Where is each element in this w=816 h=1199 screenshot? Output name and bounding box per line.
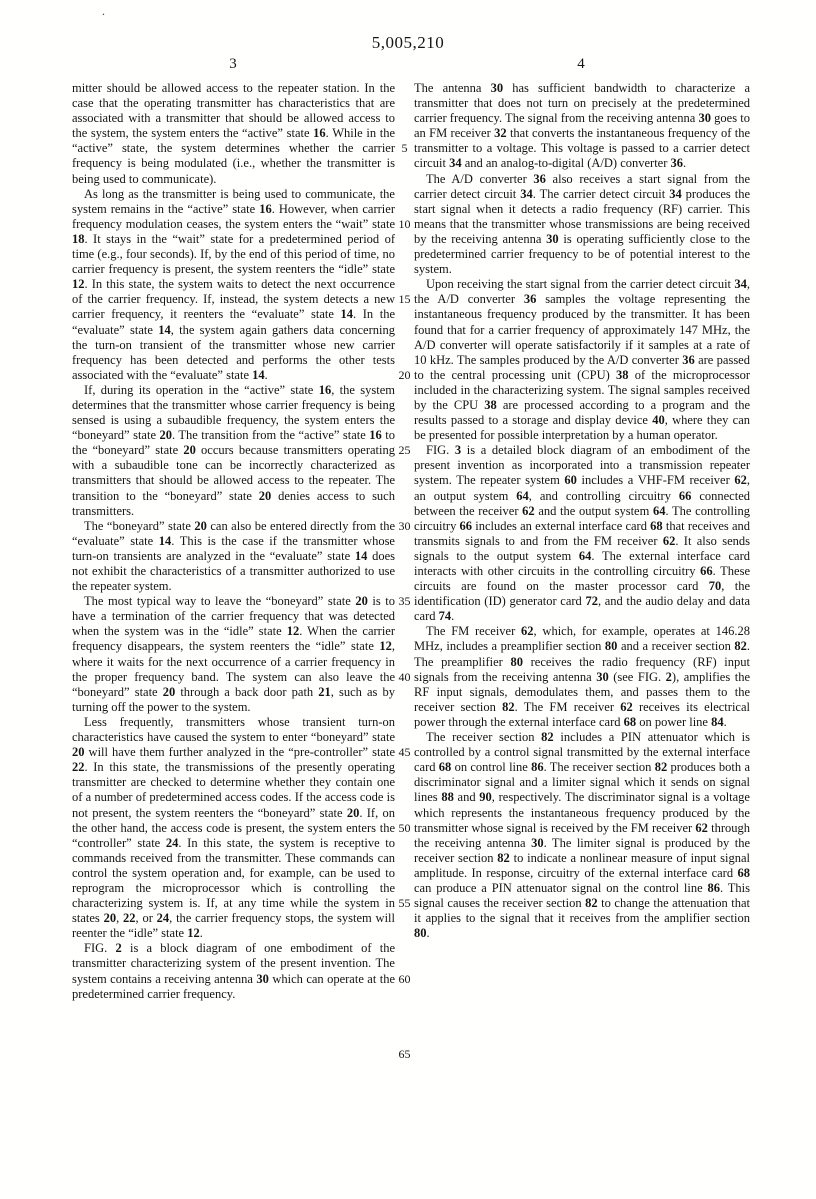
paragraph: The A/D converter 36 also receives a start signal from the carrier detect circuit 34. The carrier detect circuit 34 produces the start signal when it detects a radio frequency (RF) carrier. This means that the transmitter whose transmissions are being received by the receiving antenna 30 is operating sufficiently close to the predetermined carrier frequency to be of potential interest to the system. (414, 171, 750, 277)
paragraph: The antenna 30 has sufficient bandwidth to characterize a transmitter that does not turn on precisely at the predetermined carrier frequency. The signal from the receiving antenna 30 goes to an FM receiver 32 that converts the instantaneous frequency of the transmitter to a voltage. This voltage is passed to a carrier detect circuit 34 and an analog-to-digital (A/D) converter 36. (414, 81, 750, 171)
paragraph: If, during its operation in the “active” state 16, the system determines that the transmitter whose carrier frequency is being sensed is using a subaudible frequency, the system enters the “boneyard” state 20. The transition from the “active” state 16 to the “boneyard” state 20 occurs because transmitters operating with a subaudible tone can be incorrectly characterized as transmitters that should be allowed access to the repeater. The transition to the “boneyard” state 20 denies access to such transmitters. (72, 382, 395, 518)
paragraph: FIG. 3 is a detailed block diagram of an embodiment of the present invention as incorporated into a transmission repeater system. The repeater system 60 includes a VHF-FM receiver 62, an output system 64, and controlling circuitry 66 connected between the receiver 62 and the output system 64. The controlling circuitry 66 includes an external interface card 68 that receives and transmits signals to and from the FM receiver 62. It also sends signals to the output system 64. The external interface card interacts with other circuits in the controlling circuitry 66. These circuits are found on the master processor card 70, the identification (ID) generator card 72, and the audio delay and data card 74. (414, 443, 751, 624)
column-number-right: 4 (577, 56, 585, 72)
paragraph: mitter should be allowed access to the repeater station. In the case that the operating transmitter has characteristics that are associated with a transmitter that should be allowed access to the system, the system enters the “active” state 16. While in the “active” state, the system determines whether the carrier frequency is being modulated (i.e., whether the transmitter is being used to communicate). (72, 81, 395, 186)
text-column-left (72, 81, 395, 1002)
column-number-left: 3 (229, 56, 237, 72)
paragraph: The “boneyard” state 20 can also be entered directly from the “evaluate” state 14. This is the case if the transmitter whose turn-on transients are analyzed in the “evaluate” state 14 does not exhibit the characteristics of a transmitter authorized to use the repeater system. (72, 518, 396, 594)
paragraph: The most typical way to leave the “boneyard” state 20 is to have a termination of the carrier frequency that was detected when the system was in the “idle” state 12. When the carrier frequency disappears, the system reenters the “idle” state 12, where it waits for the next occurrence of a carrier frequency in the proper frequency band. The system can also leave the “boneyard” state 20 through a back door path 21, such as by turning off the power to the system. (72, 594, 396, 714)
text-column-right (414, 81, 750, 941)
paragraph: Upon receiving the start signal from the carrier detect circuit 34, the A/D converter 36 samples the voltage representing the instantaneous frequency produced by the transmitter. It has been found that for a carrier frequency of approximately 147 MHz, the A/D converter will operate satisfactorily if it samples at a rate of 10 kHz. The samples produced by the A/D converter 36 are passed to the central processing unit (CPU) 38 of the microprocessor included in the characterizing system. The signal samples received by the CPU 38 are processed according to a program and the results passed to a storage and display device 40, where they can be presented for possible interpretation by a human operator. (414, 277, 750, 443)
paragraph: As long as the transmitter is being used to communicate, the system remains in the “active” state 16. However, when carrier frequency modulation ceases, the system enters the “wait” state 18. It stays in the “wait” state for a predetermined period of time (e.g., four seconds). If, by the end of this period of time, no carrier frequency is present, the system reenters the “idle” state 12. In this state, the system waits to detect the next occurrence of the carrier frequency. If, instead, the system detects a new carrier frequency, it reenters the “evaluate” state 14. In the “evaluate” state 14, the system again gathers data concerning the turn-on transient of the transmitter whose new carrier frequency has been detected and performs the other tests associated with the “evaluate” state 14. (72, 186, 395, 382)
patent-number: 5,005,210 (371, 33, 445, 52)
line-number: 10 (398, 216, 411, 231)
line-number: 35 (398, 594, 411, 609)
paragraph: Less frequently, transmitters whose transient turn-on characteristics have caused the system to enter “boneyard” state 20 will have them further analyzed in the “pre-controller” state 22. In this state, the transmissions of the presently operating transmitter are checked to determine whether they contain one of a number of predetermined access codes. If the access code is not present, the system reenters the “boneyard” state 20. If, on the other hand, the access code is present, the system enters the “controller” state 24. In this state, the system is receptive to commands received from the transmitter. These commands can control the system operation and, for example, can be used to reprogram the microprocessor which is controlling the characterizing system is. If, at any time while the system in states 20, 22, or 24, the carrier frequency stops, the system will reenter the “idle” state 12. (72, 714, 396, 941)
line-number: 60 (398, 971, 411, 986)
page-body (72, 81, 750, 1121)
line-number: 5 (401, 141, 408, 156)
line-number: 45 (398, 745, 411, 760)
line-number: 15 (398, 292, 411, 307)
line-number: 55 (398, 896, 411, 911)
line-number: 20 (398, 367, 411, 382)
line-number: 40 (398, 669, 411, 684)
line-number: 30 (398, 518, 411, 533)
paragraph: The FM receiver 62, which, for example, operates at 146.28 MHz, includes a preamplifier section 80 and a receiver section 82. The preamplifier 80 receives the radio frequency (RF) input signals from the receiving antenna 30 (see FIG. 2), amplifies the RF input signals, demodulates them, and passes them to the receiver section 82. The FM receiver 62 receives its electrical power through the external interface card 68 on power line 84. (414, 624, 751, 729)
scan-artifact-dot: . (102, 4, 105, 18)
line-number-gutter (395, 81, 414, 1121)
line-number: 65 (398, 1047, 411, 1062)
paragraph: FIG. 2 is a block diagram of one embodiment of the transmitter characterizing system of the present invention. The system contains a receiving antenna 30 which can operate at the predetermined carrier frequency. (72, 941, 395, 1001)
line-number: 25 (398, 443, 411, 458)
line-number: 50 (398, 820, 411, 835)
paragraph: The receiver section 82 includes a PIN attenuator which is controlled by a control signal transmitted by the external interface card 68 on control line 86. The receiver section 82 produces both a discriminator signal and a limiter signal which it sends on signal lines 88 and 90, respectively. The discriminator signal is a voltage which represents the instantaneous frequency produced by the transmitter whose signal is received by the FM receiver 62 through the receiving antenna 30. The limiter signal is produced by the receiver section 82 to indicate a nonlinear measure of input signal amplitude. In response, circuitry of the external interface card 68 can produce a PIN attenuator signal on the control line 86. This signal causes the receiver section 82 to change the attenuation that it applies to the signal that it receives from the amplifier section 80. (414, 730, 751, 941)
